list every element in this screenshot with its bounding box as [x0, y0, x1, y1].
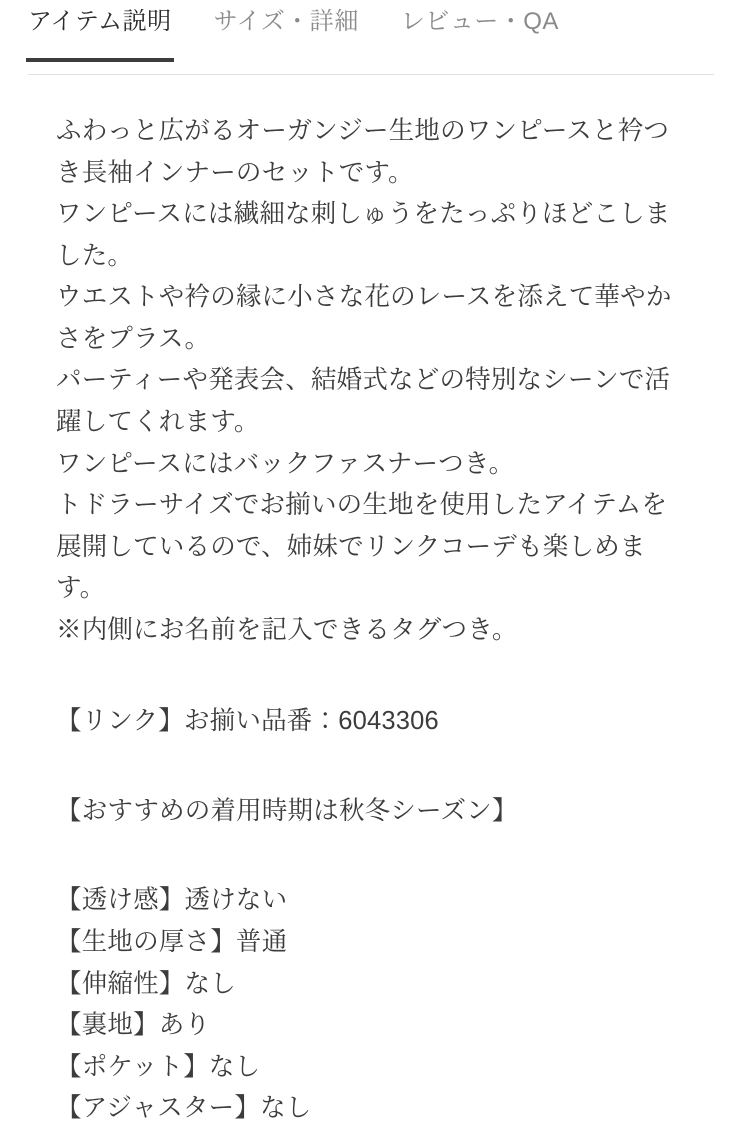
tab-item-description[interactable]: アイテム説明 — [28, 0, 172, 37]
description-paragraphs — [56, 111, 690, 651]
description-line-6: トドラーサイズでお揃いの生地を使用したアイテムを展開しているので、姉妹でリンクコーデも楽しめます。 — [56, 491, 668, 603]
description-content — [0, 75, 742, 1130]
description-line-2: ワンピースには繊細な刺しゅうをたっぷりほどこしました。 — [56, 200, 671, 270]
spacer-after-link — [56, 743, 690, 791]
description-line-7: ※内側にお名前を記入できるタグつき。 — [56, 615, 518, 644]
spec-stretch: 【伸縮性】なし — [56, 969, 236, 998]
recommended-season: 【おすすめの着用時期は秋冬シーズン】 — [56, 796, 518, 825]
spec-adjuster: 【アジャスター】なし — [56, 1094, 312, 1123]
spec-fabric-thickness: 【生地の厚さ】普通 — [56, 928, 288, 956]
spec-sheerness: 【透け感】透けない — [56, 886, 288, 915]
spec-lining: 【裏地】あり — [56, 1011, 211, 1040]
spec-pockets: 【ポケット】なし — [56, 1052, 261, 1081]
tab-bar — [0, 0, 742, 74]
spacer-after-description — [56, 651, 690, 701]
spec-list — [56, 880, 690, 1129]
description-line-3: ウエストや衿の縁に小さな花のレースを添えて華やかさをプラス。 — [56, 283, 672, 353]
tab-size-details[interactable]: サイズ・詳細 — [214, 0, 359, 37]
link-product-number: 【リンク】お揃い品番：6043306 — [56, 707, 439, 736]
tab-reviews-qa[interactable]: レビュー・QA — [401, 0, 559, 37]
description-line-5: ワンピースにはバックファスナーつき。 — [56, 449, 515, 478]
description-line-4: パーティーや発表会、結婚式などの特別なシーンで活躍してくれます。 — [56, 366, 671, 436]
description-line-1: ふわっと広がるオーガンジー生地のワンピースと衿つき長袖インナーのセットです。 — [56, 117, 670, 187]
spacer-after-season — [56, 832, 690, 880]
